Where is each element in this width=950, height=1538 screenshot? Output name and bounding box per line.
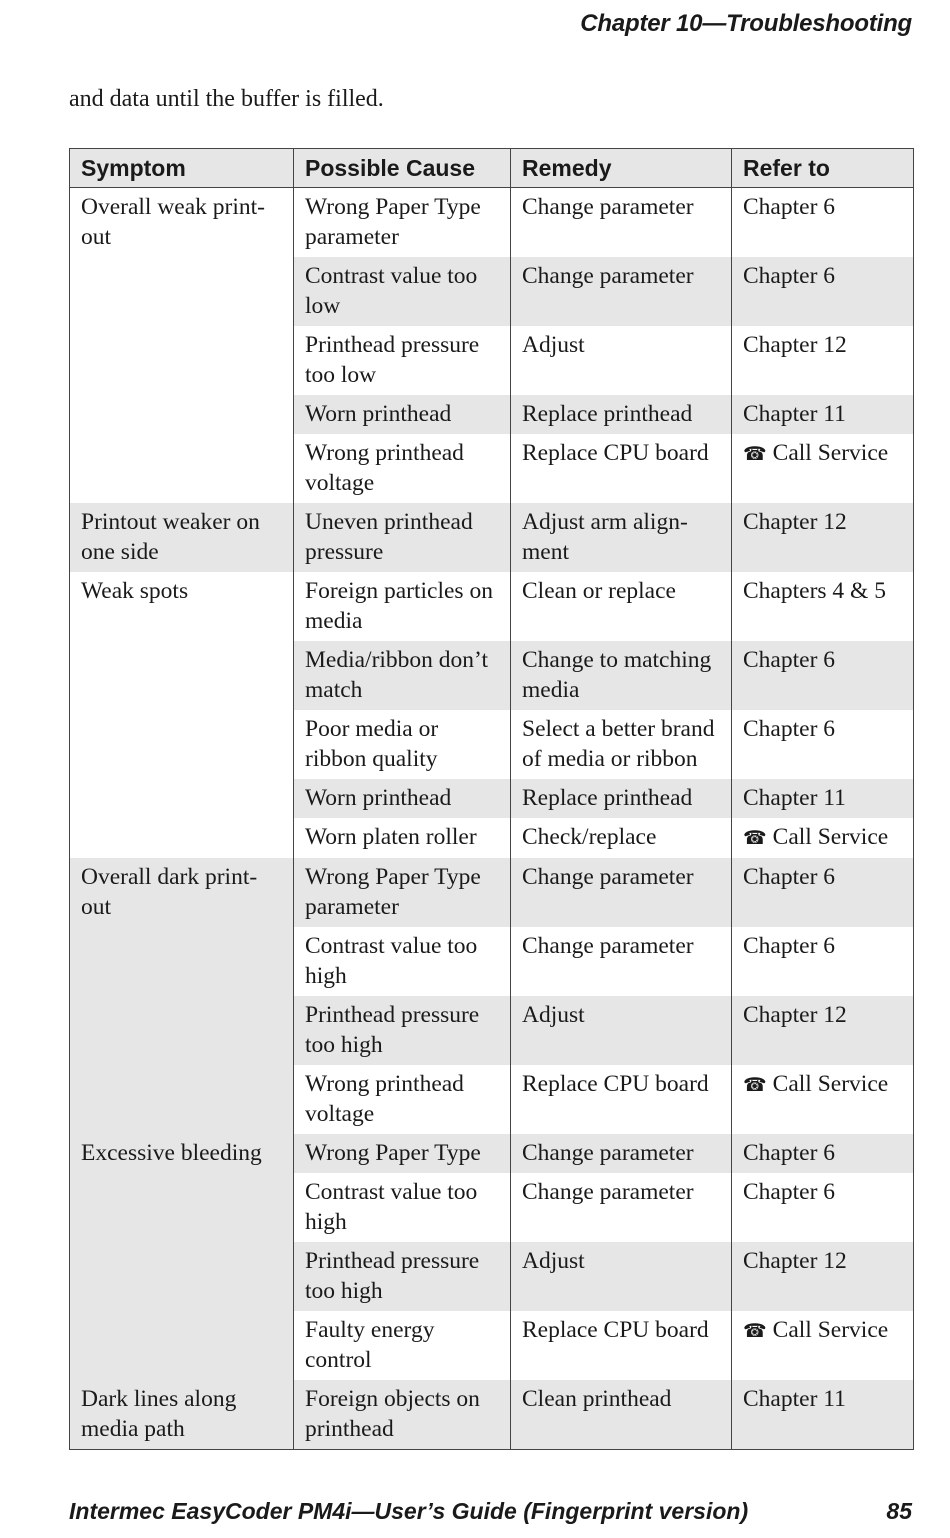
cause-cell: Printhead pressure too high: [294, 996, 511, 1065]
cause-cell: Media/ribbon don’t match: [294, 641, 511, 710]
cause-cell: Foreign objects on printhead: [294, 1380, 511, 1450]
symptom-cell: Overall weak print-out: [70, 188, 294, 504]
cause-cell: Contrast value too high: [294, 927, 511, 996]
cause-cell: Contrast value too high: [294, 1173, 511, 1242]
refer-label: Call Service: [772, 824, 889, 850]
remedy-cell: Change parameter: [511, 1134, 732, 1173]
refer-label: Chapter 6: [743, 716, 836, 742]
refer-label: Chapter 6: [743, 194, 836, 220]
refer-cell: [732, 1242, 914, 1311]
cause-cell: Wrong printhead voltage: [294, 1065, 511, 1134]
phone-icon: ☎: [743, 1320, 767, 1342]
refer-label: Chapter 11: [743, 1386, 846, 1412]
cause-cell: Worn platen roller: [294, 818, 511, 858]
remedy-cell: Change to matching media: [511, 641, 732, 710]
refer-label: Chapters 4 & 5: [743, 578, 886, 604]
header-remedy: Remedy: [511, 149, 732, 188]
refer-cell: [732, 188, 914, 258]
table-header-row: [70, 149, 914, 188]
refer-cell: [732, 1311, 914, 1380]
symptom-cell: Dark lines along media path: [70, 1380, 294, 1450]
refer-cell: [732, 326, 914, 395]
remedy-cell: Replace CPU board: [511, 1311, 732, 1380]
symptom-cell: Printout weaker on one side: [70, 503, 294, 572]
header-symptom: Symptom: [70, 149, 294, 188]
remedy-cell: Adjust: [511, 326, 732, 395]
table-row: [70, 503, 914, 572]
troubleshooting-table: [69, 148, 914, 1450]
header-refer-to: Refer to: [732, 149, 914, 188]
remedy-cell: Replace printhead: [511, 395, 732, 434]
cause-cell: Contrast value too low: [294, 257, 511, 326]
refer-label: Chapter 11: [743, 785, 846, 811]
phone-icon: ☎: [743, 1074, 767, 1096]
refer-label: Chapter 12: [743, 509, 847, 535]
cause-cell: Wrong printhead voltage: [294, 434, 511, 503]
table-row: [70, 1134, 914, 1173]
refer-cell: [732, 641, 914, 710]
refer-cell: [732, 395, 914, 434]
refer-label: Call Service: [772, 1071, 889, 1097]
remedy-cell: Change parameter: [511, 188, 732, 258]
symptom-cell: Overall dark print-out: [70, 858, 294, 1134]
remedy-cell: Replace CPU board: [511, 1065, 732, 1134]
refer-cell: [732, 503, 914, 572]
cause-cell: Faulty energy control: [294, 1311, 511, 1380]
table-row: [70, 1380, 914, 1450]
remedy-cell: Adjust: [511, 996, 732, 1065]
refer-cell: [732, 858, 914, 927]
refer-cell: [732, 996, 914, 1065]
refer-cell: [732, 1065, 914, 1134]
cause-cell: Wrong Paper Type: [294, 1134, 511, 1173]
table-row: [70, 572, 914, 641]
footer-title: Intermec EasyCoder PM4i—User’s Guide (Fingerprint version): [69, 1498, 749, 1524]
cause-cell: Wrong Paper Type parameter: [294, 858, 511, 927]
phone-icon: ☎: [743, 443, 767, 465]
remedy-cell: Clean or replace: [511, 572, 732, 641]
remedy-cell: Replace CPU board: [511, 434, 732, 503]
refer-cell: [732, 257, 914, 326]
remedy-cell: Clean printhead: [511, 1380, 732, 1450]
remedy-cell: Select a better brand of media or ribbon: [511, 710, 732, 779]
refer-cell: [732, 1173, 914, 1242]
intro-text: and data until the buffer is filled.: [69, 86, 384, 112]
remedy-cell: Replace printhead: [511, 779, 732, 818]
refer-label: Chapter 6: [743, 1179, 836, 1205]
page-number: 85: [886, 1498, 912, 1524]
refer-label: Call Service: [772, 1317, 889, 1343]
remedy-cell: Change parameter: [511, 927, 732, 996]
remedy-cell: Change parameter: [511, 257, 732, 326]
refer-label: Chapter 11: [743, 401, 846, 427]
symptom-cell: Weak spots: [70, 572, 294, 858]
refer-label: Chapter 6: [743, 864, 836, 890]
refer-label: Chapter 6: [743, 647, 836, 673]
cause-cell: Worn printhead: [294, 779, 511, 818]
table-row: [70, 188, 914, 258]
refer-label: Chapter 6: [743, 933, 836, 959]
refer-cell: [732, 434, 914, 503]
cause-cell: Poor media or ribbon quality: [294, 710, 511, 779]
refer-cell: [732, 572, 914, 641]
remedy-cell: Check/replace: [511, 818, 732, 858]
refer-label: Chapter 6: [743, 263, 836, 289]
table-body: [70, 188, 914, 1450]
cause-cell: Uneven printhead pressure: [294, 503, 511, 572]
remedy-cell: Adjust arm align-ment: [511, 503, 732, 572]
remedy-cell: Adjust: [511, 1242, 732, 1311]
table-row: [70, 858, 914, 927]
cause-cell: Foreign particles on media: [294, 572, 511, 641]
refer-label: Chapter 12: [743, 1002, 847, 1028]
refer-cell: [732, 710, 914, 779]
chapter-header: Chapter 10—Troubleshooting: [580, 10, 912, 37]
refer-cell: [732, 779, 914, 818]
refer-cell: [732, 1134, 914, 1173]
remedy-cell: Change parameter: [511, 858, 732, 927]
cause-cell: Printhead pressure too low: [294, 326, 511, 395]
refer-label: Chapter 12: [743, 1248, 847, 1274]
symptom-cell: Excessive bleeding: [70, 1134, 294, 1380]
phone-icon: ☎: [743, 827, 767, 849]
refer-label: Chapter 12: [743, 332, 847, 358]
refer-cell: [732, 1380, 914, 1450]
refer-label: Chapter 6: [743, 1140, 836, 1166]
refer-cell: [732, 818, 914, 858]
cause-cell: Wrong Paper Type parameter: [294, 188, 511, 258]
refer-label: Call Service: [772, 440, 889, 466]
refer-cell: [732, 927, 914, 996]
cause-cell: Printhead pressure too high: [294, 1242, 511, 1311]
header-possible-cause: Possible Cause: [294, 149, 511, 188]
cause-cell: Worn printhead: [294, 395, 511, 434]
remedy-cell: Change parameter: [511, 1173, 732, 1242]
